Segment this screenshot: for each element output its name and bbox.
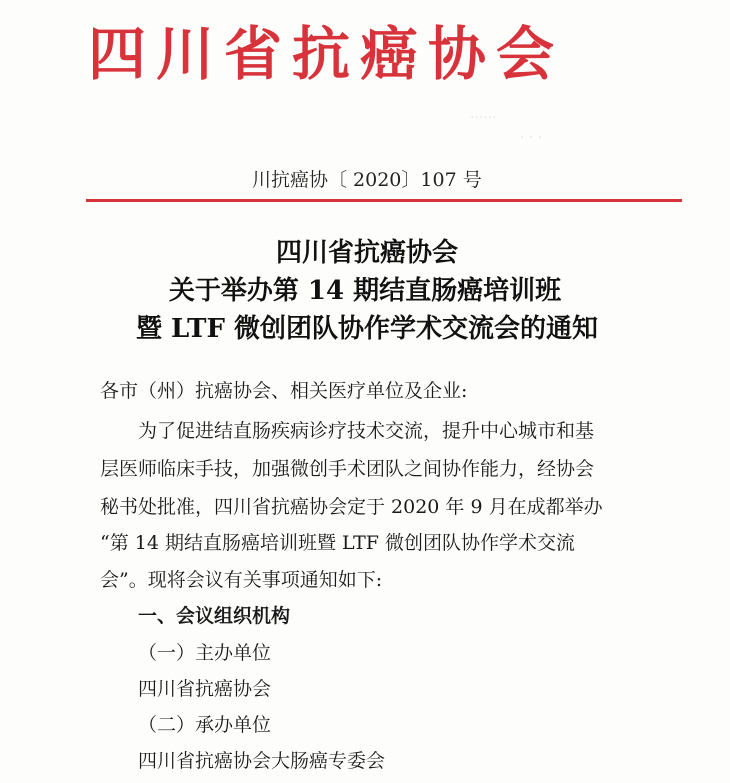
show-through-2: · · · <box>520 130 543 146</box>
paragraph-line-4: “第 14 期结直肠癌培训班暨 LTF 微创团队协作学术交流 <box>100 532 575 554</box>
title-line-1: 四川省抗癌协会 <box>275 238 458 268</box>
subsection-host-value: 四川省抗癌协会 <box>138 678 272 700</box>
subsection-organizer-label: （二）承办单位 <box>138 714 272 736</box>
paragraph-line-5: 会”。现将会议有关事项通知如下: <box>100 569 383 591</box>
title-line-2: 关于举办第 14 期结直肠癌培训班 <box>168 276 562 306</box>
subsection-organizer-value: 四川省抗癌协会大肠癌专委会 <box>138 750 386 772</box>
section-heading-organization: 一、会议组织机构 <box>138 605 291 627</box>
document-number: 川抗癌协〔 2020〕107 号 <box>252 169 482 191</box>
paragraph-line-3: 秘书处批准，四川省抗癌协会定于 2020 年 9 月在成都举办 <box>100 496 603 518</box>
show-through-1: ······ <box>470 110 497 126</box>
subsection-host-label: （一）主办单位 <box>138 642 272 664</box>
title-line-3: 暨 LTF 微创团队协作学术交流会的通知 <box>135 314 599 344</box>
salutation: 各市（州）抗癌协会、相关医疗单位及企业: <box>100 380 468 402</box>
paragraph-line-1: 为了促进结直肠疾病诊疗技术交流，提升中心城市和基 <box>138 420 595 442</box>
paragraph-line-2: 层医师临床手技，加强微创手术团队之间协作能力，经协会 <box>100 458 595 480</box>
letterhead-red-rule <box>86 199 682 202</box>
letterhead-org-name: 四川省抗癌协会 <box>88 20 565 88</box>
